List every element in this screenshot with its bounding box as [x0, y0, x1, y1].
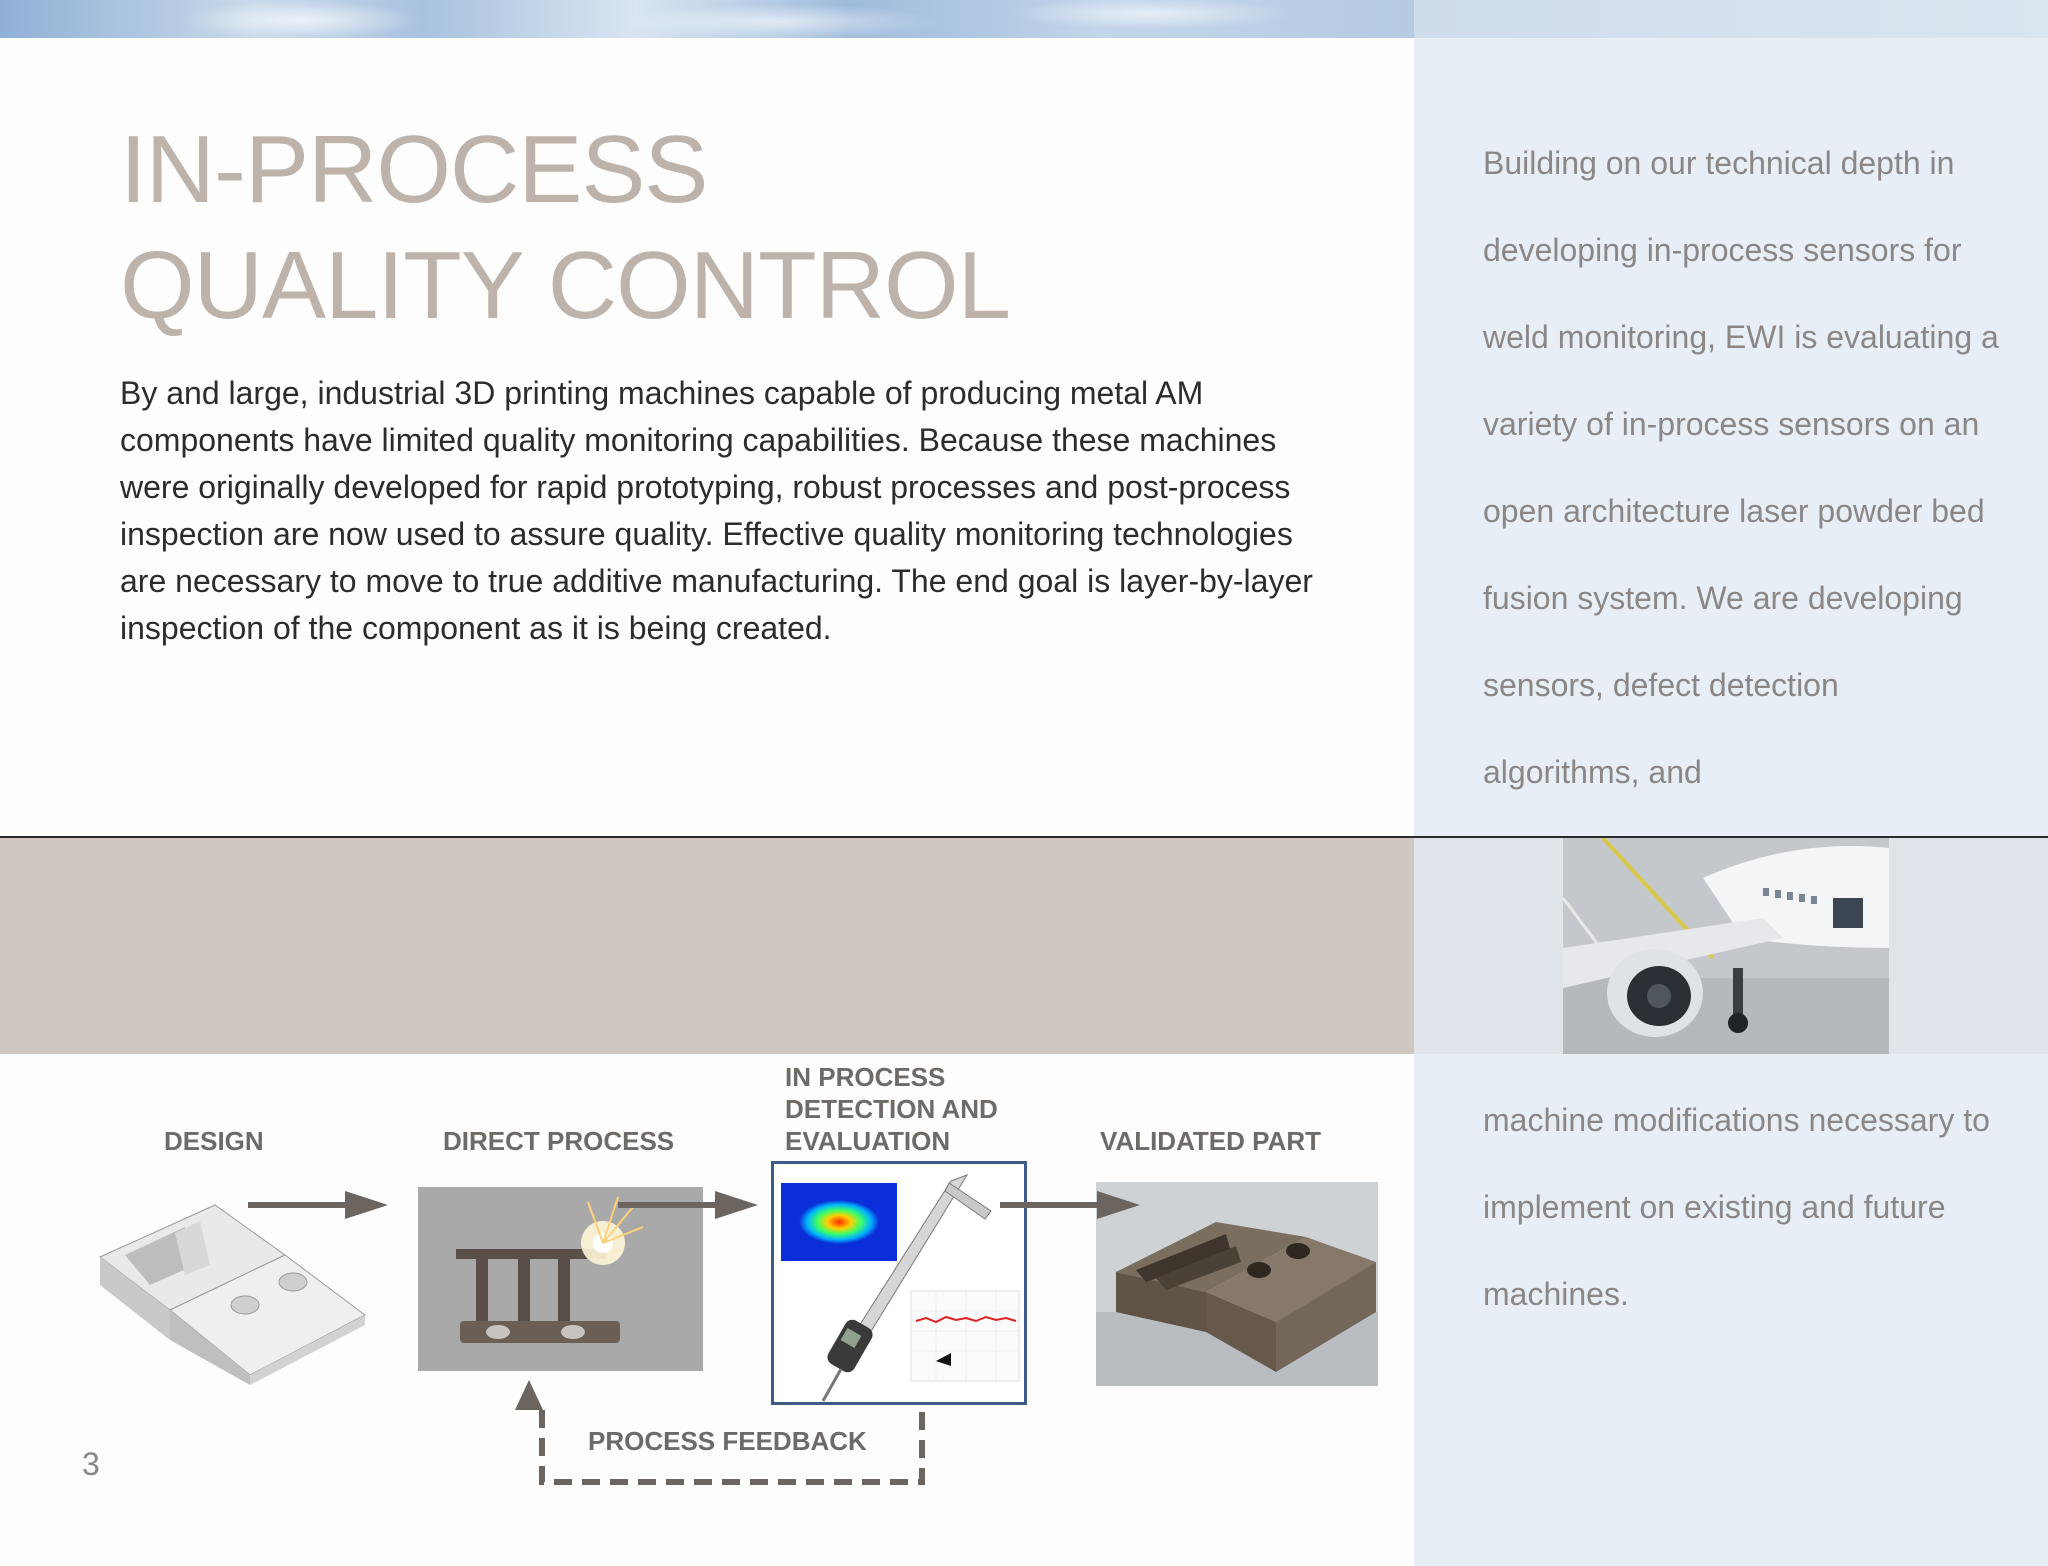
sidebar-text-top: Building on our technical depth in developing in-process sensors for weld monitoring, EWI is evaluating a variety of in-process sensors on an open architecture laser powder bed fusion system. We are developing sensors, defect detection algorithms, and: [1483, 145, 1999, 790]
title-line-1: IN-PROCESS: [120, 116, 708, 223]
intro-paragraph: By and large, industrial 3D printing machines capable of producing metal AM components have limited quality monitoring capabilities. Because these machines were originally developed for rapid prototyping, robust processes and post-process inspection are now used to assure quality. Effective quality monitoring technologies are necessary to move to true additive manufacturing. The end goal is layer-by-layer inspection of the component as it is being created.: [120, 375, 1313, 646]
process-feedback-label: PROCESS FEEDBACK: [588, 1426, 867, 1456]
sidebar-top-strip: [1414, 0, 2048, 38]
step-label-direct-process: DIRECT PROCESS: [443, 1126, 675, 1156]
sidebar-text-bottom: machine modifications necessary to implement on existing and future machines.: [1483, 1102, 1990, 1312]
step-label-design: DESIGN: [164, 1126, 264, 1156]
tan-band: [0, 838, 1414, 1054]
step-label-in-process-line-1: IN PROCESS: [785, 1062, 946, 1092]
airplane-photo: [1563, 838, 1889, 1054]
step-label-in-process-line-2: DETECTION AND: [785, 1094, 998, 1124]
title-line-2: QUALITY CONTROL: [120, 232, 1011, 339]
process-flow-arrows: [0, 1054, 1414, 1566]
page-number: 3: [82, 1446, 100, 1482]
step-label-validated-part: VALIDATED PART: [1100, 1126, 1321, 1156]
step-label-in-process-line-3: EVALUATION: [785, 1126, 951, 1156]
sky-banner: [0, 0, 1414, 38]
page-title: [120, 112, 1010, 344]
